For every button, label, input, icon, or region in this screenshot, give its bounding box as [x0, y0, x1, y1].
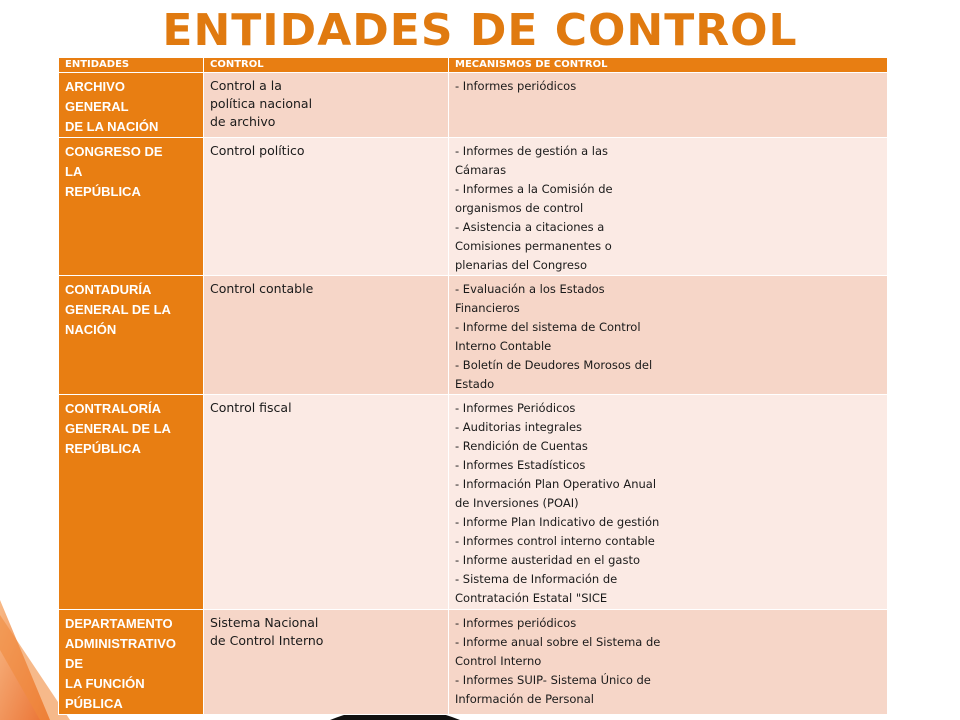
mechanisms-cell — [449, 73, 888, 138]
mechanisms-cell — [449, 138, 888, 276]
mechanisms-text: - Informes periódicos — [455, 79, 577, 93]
control-cell: Control a la política nacional de archivo — [204, 73, 449, 138]
entity-cell: CONTADURÍA GENERAL DE LA NACIÓN — [59, 276, 204, 395]
control-cell: Control político — [204, 138, 449, 276]
table-row — [59, 73, 888, 138]
mechanisms-text: - Informes periódicos - Informe anual sobre el Sistema de Control Interno - Informes SUIP- Sistema Único de Información de Personal — [455, 616, 661, 706]
mechanisms-text: - Informes de gestión a las Cámaras - Informes a la Comisión de organismos de control - Asistencia a citaciones a Comisiones permanentes o plenarias del Congreso — [455, 144, 613, 272]
page-title: ENTIDADES DE CONTROL — [162, 5, 798, 56]
header-mechanisms: MECANISMOS DE CONTROL — [449, 58, 888, 73]
control-cell: Sistema Nacional de Control Interno — [204, 610, 449, 715]
table-row — [59, 395, 888, 610]
control-cell: Control fiscal — [204, 395, 449, 610]
control-entities-table — [58, 57, 888, 715]
entity-cell: ARCHIVO GENERAL DE LA NACIÓN — [59, 73, 204, 138]
table-header-row — [59, 58, 888, 73]
header-control: CONTROL — [204, 58, 449, 73]
mechanisms-text: - Informes Periódicos - Auditorias integrales - Rendición de Cuentas - Informes Estadísticos - Información Plan Operativo Anual de Inversiones (POAI) - Informe Plan Indicativo de gestión - Informes control interno contable - Informe austeridad en el gasto - Sistema de Información de Contratación Estatal "SICE — [455, 401, 660, 605]
mechanisms-text: - Evaluación a los Estados Financieros - Informe del sistema de Control Interno Contable - Boletín de Deudores Morosos del Estado — [455, 282, 653, 391]
control-cell: Control contable — [204, 276, 449, 395]
entity-cell: CONGRESO DE LA REPÚBLICA — [59, 138, 204, 276]
table-row — [59, 610, 888, 715]
entity-cell: DEPARTAMENTO ADMINISTRATIVO DE LA FUNCIÓN PÚBLICA — [59, 610, 204, 715]
mechanisms-cell — [449, 276, 888, 395]
table-row — [59, 138, 888, 276]
table-row — [59, 276, 888, 395]
mechanisms-cell — [449, 395, 888, 610]
mechanisms-cell — [449, 610, 888, 715]
entity-cell: CONTRALORÍA GENERAL DE LA REPÚBLICA — [59, 395, 204, 610]
header-entities: ENTIDADES — [59, 58, 204, 73]
